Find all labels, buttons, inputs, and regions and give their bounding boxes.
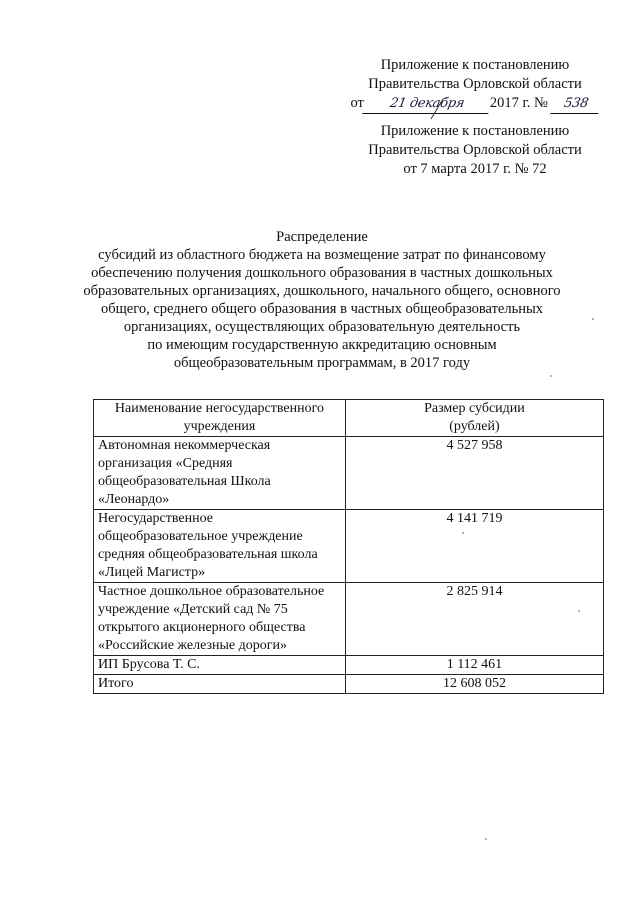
name-line: ИП Брусова Т. С. [98, 657, 200, 672]
name-line: общеобразовательное учреждение [98, 529, 303, 544]
name-line: средняя общеобразовательная школа [98, 547, 318, 562]
name-line: «Леонардо» [98, 492, 170, 507]
appendix-date-line [340, 94, 610, 114]
name-line: «Российские железные дороги» [98, 638, 287, 653]
handwritten-date: 21 декабря [362, 94, 492, 114]
title-line: образовательных организациях, дошкольного, начального общего, основного [83, 283, 561, 299]
header-name-line-1: Наименование негосударственного [114, 401, 324, 416]
title-heading: Распределение [276, 229, 368, 245]
original-line-1: Приложение к постановлению [380, 123, 570, 139]
header-institution-name [94, 400, 346, 437]
subsidy-amount-cell: 2 825 914 [345, 583, 603, 656]
total-amount-cell: 12 608 052 [345, 675, 603, 694]
original-line-2: Правительства Орловской области [368, 142, 582, 158]
institution-name-cell [94, 437, 346, 510]
title-line: субсидий из областного бюджета на возмещение затрат по финансовому [98, 247, 546, 263]
date-prefix: от [350, 95, 364, 111]
original-line-3: от 7 марта 2017 г. № 72 [403, 161, 547, 177]
scan-speck [550, 375, 552, 377]
name-line: Частное дошкольное образовательное [98, 584, 325, 599]
name-line: Автономная некоммерческая [98, 438, 271, 453]
name-line: общеобразовательная Школа [98, 474, 271, 489]
title-line: по имеющим государственную аккредитацию основным [147, 337, 497, 353]
subsidy-amount-cell: 1 112 461 [345, 656, 603, 675]
table-row [94, 656, 604, 675]
name-line: учреждение «Детский сад № 75 [98, 602, 288, 617]
header-amount-line-1: Размер субсидии [424, 401, 525, 416]
subsidy-table [93, 399, 604, 694]
appendix-header-original [340, 122, 610, 179]
subsidy-amount-cell: 4 141 719 [345, 510, 603, 583]
scan-speck [578, 610, 580, 612]
document-title [80, 228, 564, 372]
handwritten-number: 538 [550, 94, 602, 114]
total-label-cell [94, 675, 346, 694]
header-subsidy-amount [345, 400, 603, 437]
institution-name-cell [94, 510, 346, 583]
header-name-line-2: учреждения [183, 419, 256, 434]
name-line: открытого акционерного общества [98, 620, 306, 635]
title-line: общего, среднего общего образования в частных общеобразовательных [101, 301, 543, 317]
date-suffix: 2017 г. № [489, 95, 548, 111]
table-row [94, 583, 604, 656]
table-total-row [94, 675, 604, 694]
title-line: организациях, осуществляющих образовательную деятельность [123, 319, 521, 335]
name-line: Негосударственное [98, 511, 213, 526]
appendix-line-1: Приложение к постановлению [380, 57, 570, 73]
total-label: Итого [98, 676, 134, 691]
institution-name-cell [94, 656, 346, 675]
appendix-line-2: Правительства Орловской области [368, 76, 582, 92]
table-header-row [94, 400, 604, 437]
scan-speck [485, 838, 487, 840]
table-row [94, 437, 604, 510]
subsidy-amount-cell: 4 527 958 [345, 437, 603, 510]
title-line: общеобразовательным программам, в 2017 году [173, 355, 471, 371]
header-amount-line-2: (рублей) [449, 419, 500, 434]
appendix-header-new [340, 56, 610, 114]
title-line: обеспечению получения дошкольного образования в частных дошкольных [91, 265, 553, 281]
name-line: организация «Средняя [98, 456, 233, 471]
pen-stroke-mark [427, 98, 447, 120]
table-row [94, 510, 604, 583]
institution-name-cell [94, 583, 346, 656]
scan-speck [592, 318, 594, 320]
scan-speck [462, 532, 464, 534]
name-line: «Лицей Магистр» [98, 565, 206, 580]
